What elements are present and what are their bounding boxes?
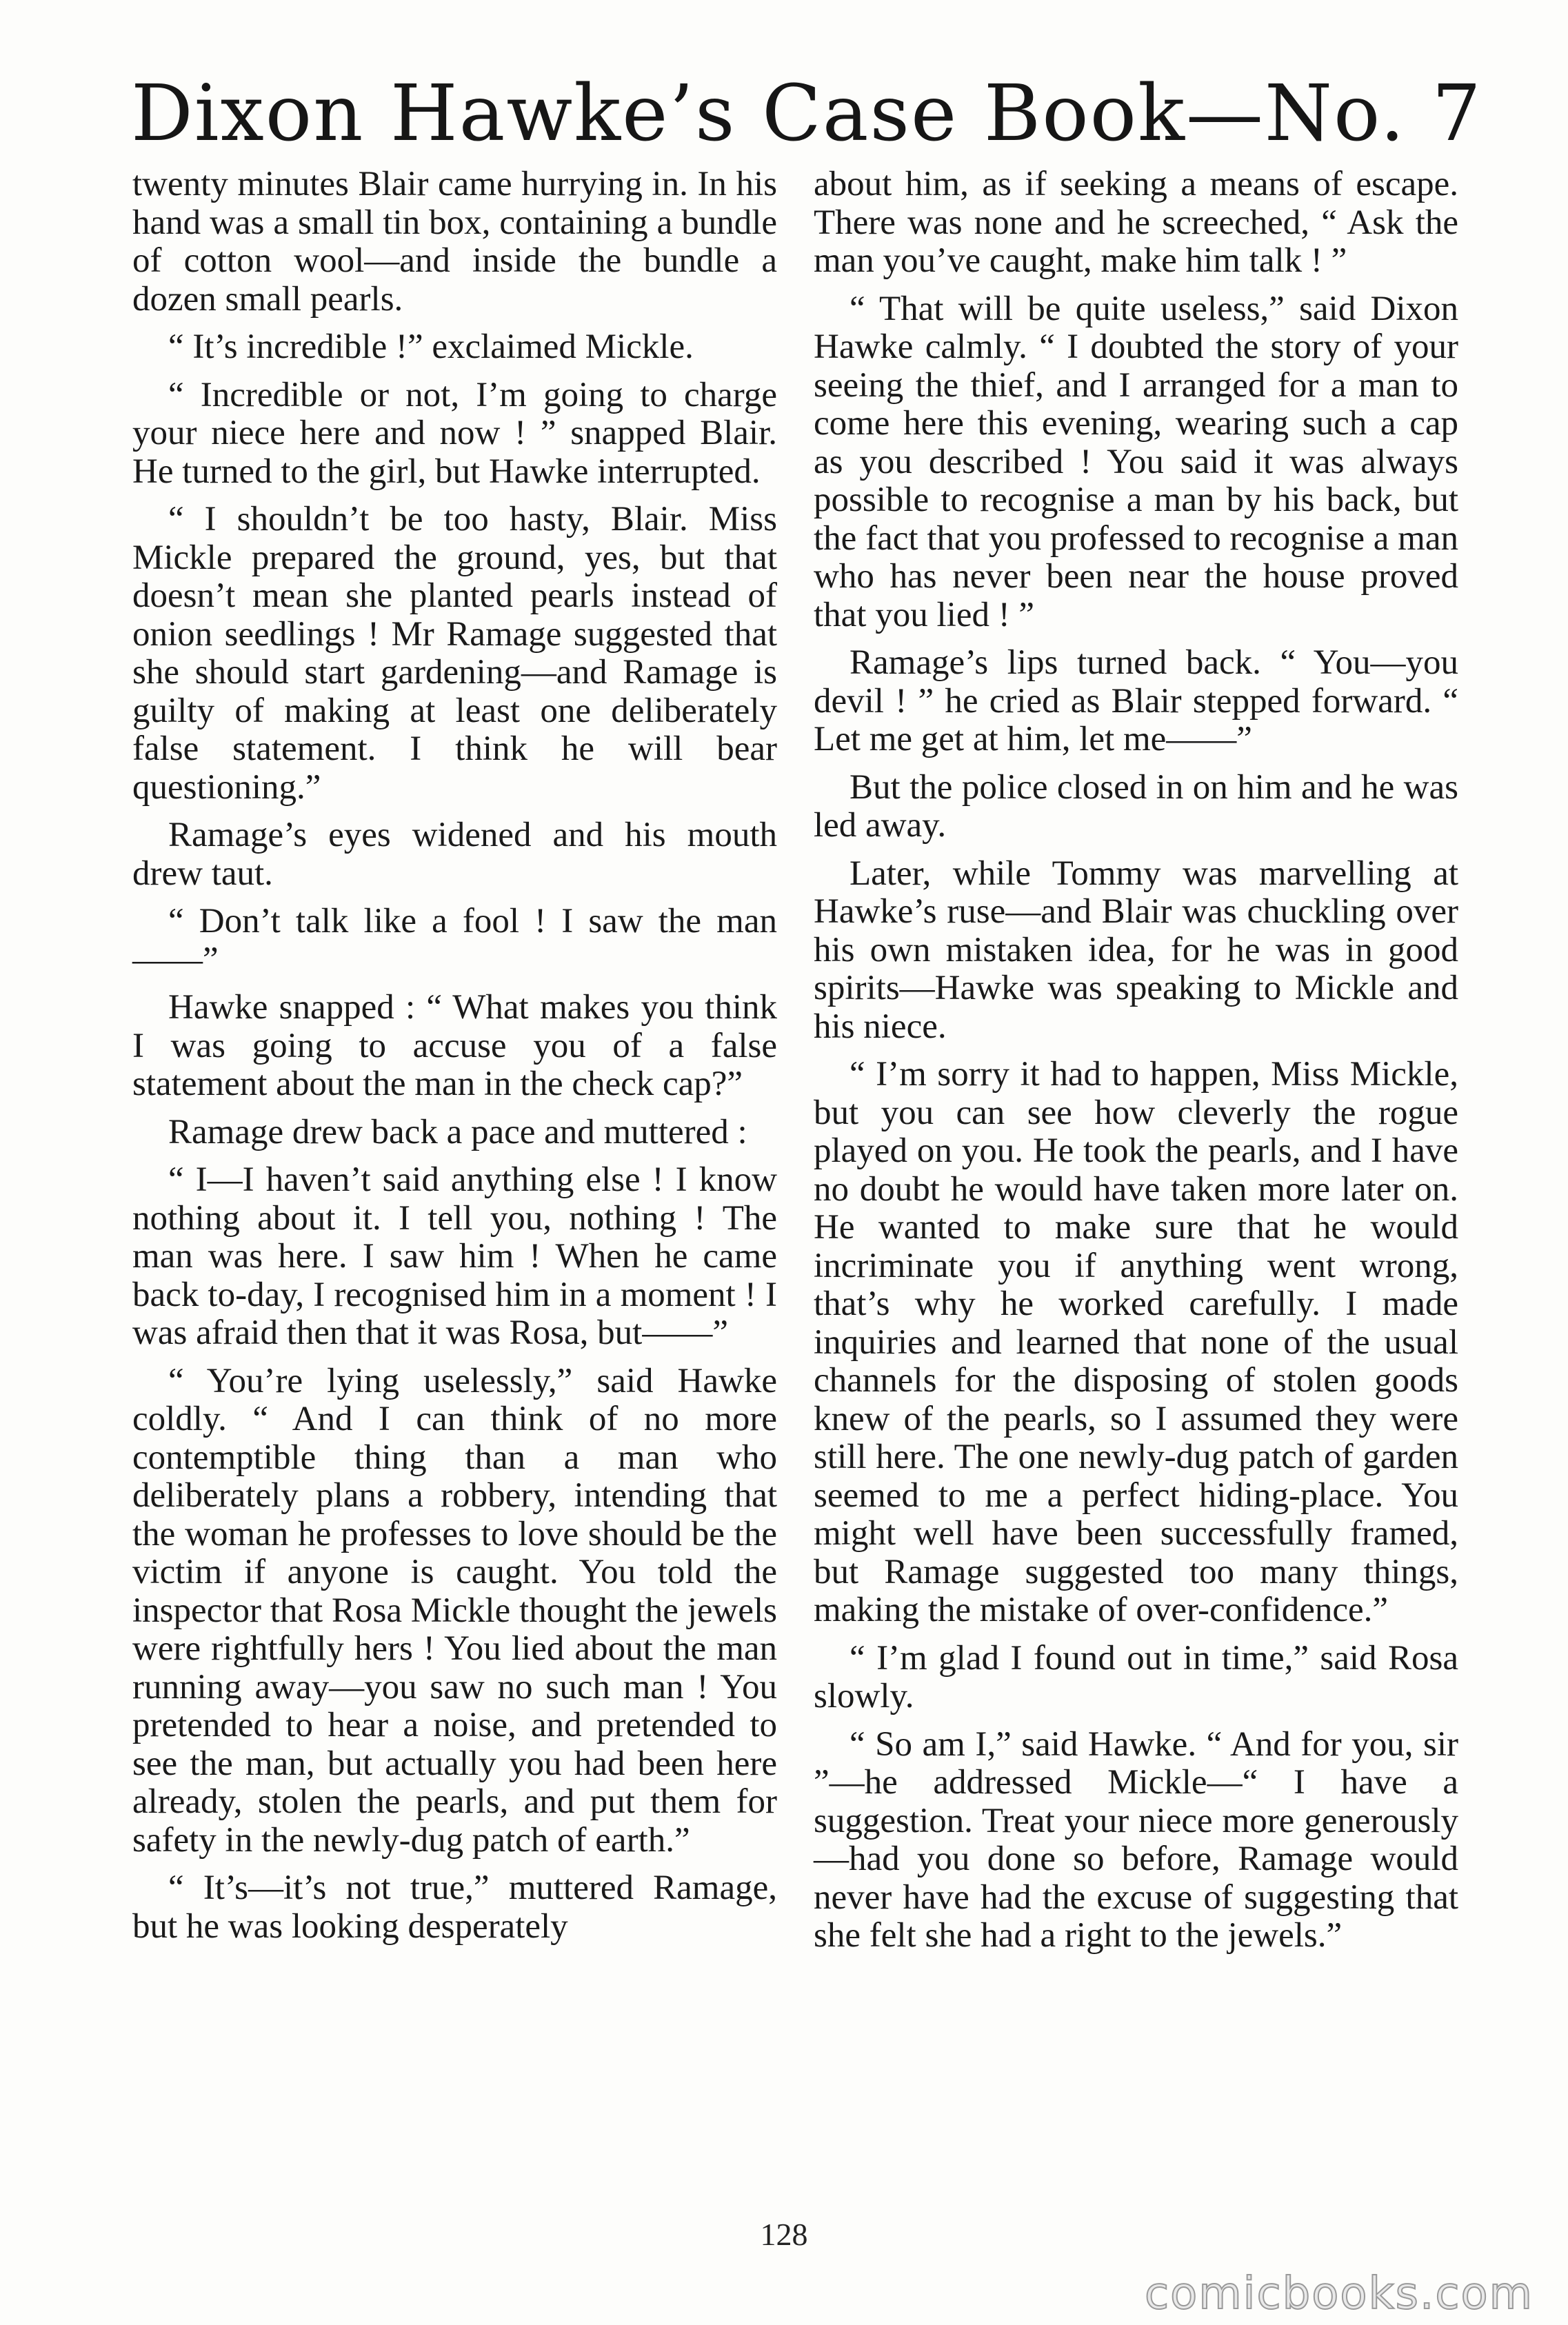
paragraph: “ I’m glad I found out in time,” said Rosa slowly. <box>814 1638 1458 1715</box>
paragraph: “ Incredible or not, I’m going to charge your niece here and now ! ” snapped Blair. He turned to the girl, but Hawke interrupted. <box>132 375 777 491</box>
page-title: Dixon Hawke’s Case Book—No. 7 <box>131 69 1482 159</box>
paragraph: Hawke snapped : “ What makes you think I was going to accuse you of a false statement about the man in the check cap?” <box>132 988 777 1103</box>
paragraph: “ It’s incredible !” exclaimed Mickle. <box>168 328 694 366</box>
paragraph: “ I shouldn’t be too hasty, Blair. Miss Mickle prepared the ground, yes, but that doesn’t mean she planted pearls instead of onion seedlings ! Mr Ramage suggested that she should start gardening—and Ramage is guilty of making at least one deliberately false statement. I think he will bear questioning.” <box>132 500 777 807</box>
paragraph: “ So am I,” said Hawke. “ And for you, sir ”—he addressed Mickle—“ I have a suggestion. Treat your niece more generously—had you done so before, Ramage would never have had the excuse of suggesting that she felt she had a right to the jewels.” <box>814 1724 1458 1955</box>
paragraph: twenty minutes Blair came hurrying in. In his hand was a small tin box, containing a bundle of cotton wool—and inside the bundle a dozen small pearls. <box>132 165 777 319</box>
paragraph: Later, while Tommy was marvelling at Hawke’s ruse—and Blair was chuckling over his own mistaken idea, for he was in good spirits—Hawke was speaking to Mickle and his niece. <box>814 854 1458 1046</box>
paragraph: Ramage’s eyes widened and his mouth drew taut. <box>132 816 777 893</box>
paragraph: Ramage’s lips turned back. “ You—you devil ! ” he cried as Blair stepped forward. “ Let me get at him, let me——” <box>814 643 1458 758</box>
paragraph: “ I’m sorry it had to happen, Miss Mickle, but you can see how cleverly the rogue played on you. He took the pearls, and I have no doubt he would have taken more later on. He wanted to make sure that he would incriminate you if anything went wrong, that’s why he worked carefully. I made inquiries and learned that none of the usual channels for the disposing of stolen goods knew of the pearls, so I assumed they were still here. The one newly-dug patch of garden seemed to me a perfect hiding-place. You might well have been successfully framed, but Ramage suggested too many things, making the mistake of over-confidence.” <box>814 1055 1458 1629</box>
paragraph: “ That will be quite useless,” said Dixon Hawke calmly. “ I doubted the story of your seeing the thief, and I arranged for a man to come here this evening, wearing such a cap as you described ! You said it was always possible to recognise a man by his back, but the fact that you professed to recognise a man who has never been near the house proved that you lied ! ” <box>814 289 1458 634</box>
paragraph: “ Don’t talk like a fool ! I saw the man——” <box>132 902 777 979</box>
paragraph: “ You’re lying uselessly,” said Hawke coldly. “ And I can think of no more contemptible thing than a man who deliberately plans a robbery, intending that the woman he professes to love should be the victim if anyone is caught. You told the inspector that Rosa Mickle thought the jewels were rightfully hers ! You lied about the man running away—you saw no such man ! You pretended to hear a noise, and pretended to see the man, but actually you had been here already, stolen the pearls, and put them for safety in the newly-dug patch of earth.” <box>132 1361 777 1860</box>
paragraph: Ramage drew back a pace and muttered : <box>168 1112 747 1151</box>
right-text-column <box>814 165 1458 1965</box>
left-text-column <box>132 165 777 1955</box>
paragraph: “ I—I haven’t said anything else ! I know nothing about it. I tell you, nothing ! The man was here. I saw him ! When he came back to-day, I recognised him in a moment ! I was afraid then that it was Rosa, but——” <box>132 1160 777 1352</box>
paragraph: But the police closed in on him and he was led away. <box>814 767 1458 845</box>
page-number: 128 <box>760 2217 808 2252</box>
paragraph: “ It’s—it’s not true,” muttered Ramage, but he was looking desperately <box>132 1869 777 1946</box>
paragraph: about him, as if seeking a means of escape. There was none and he screeched, “ Ask the man you’ve caught, make him talk ! ” <box>814 165 1458 280</box>
site-watermark: comicbooks.com <box>1144 2268 1534 2319</box>
